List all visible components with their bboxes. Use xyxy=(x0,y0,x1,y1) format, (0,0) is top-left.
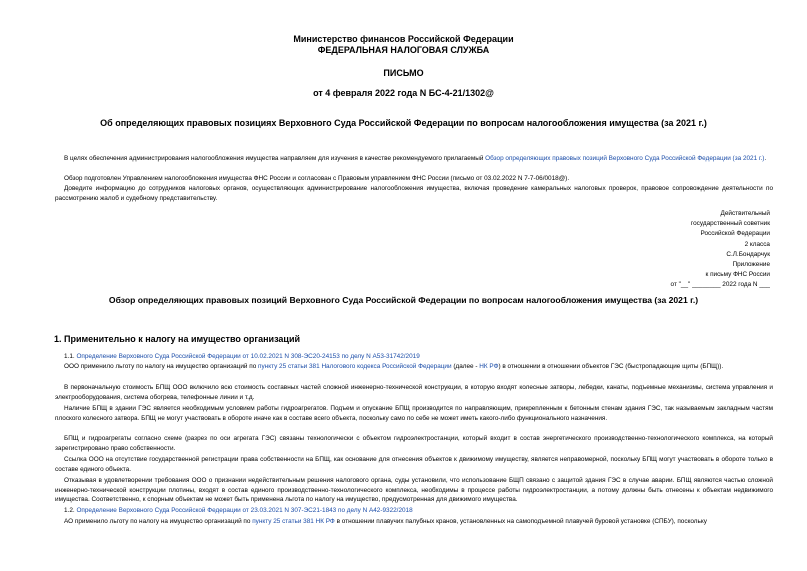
intro-paragraph-1 xyxy=(55,154,773,164)
service-name: ФЕДЕРАЛЬНАЯ НАЛОГОВАЯ СЛУЖБА xyxy=(317,45,490,55)
intro-text: В целях обеспечения администрирования налогообложения имущества направляем для изучения в качестве рекомендуемого прилагаемый xyxy=(64,155,486,162)
signature-block xyxy=(470,209,770,291)
signature-line: Действительный xyxy=(720,210,770,217)
signature-name: С.Л.Бондарчук xyxy=(726,250,770,258)
paragraph-text: ООО применило льготу по налогу на имущество организаций по xyxy=(64,363,259,370)
tax-code-link[interactable]: пункту 25 статьи 381 Налогового кодекса Российской Федерации xyxy=(258,363,452,370)
paragraph-text: в отношении плавучих палубных кранов, установленных на самоподъемной плавучей буровой установке (СПБУ), поскольку xyxy=(336,518,707,525)
paragraph-text: АО применило льготу по налогу на имущество организаций по xyxy=(64,518,253,525)
review-link[interactable]: Обзор определяющих правовых позиций Верховного Суда Российской Федерации (за 2021 г.) xyxy=(485,155,765,162)
document-subject: Об определяющих правовых позициях Верховного Суда Российской Федерации по вопросам налогообложения имущества (за 2021 г.) xyxy=(100,118,707,128)
item-prefix: 1.1. xyxy=(64,353,77,360)
section-title: 1. Применительно к налогу на имущество организаций xyxy=(54,334,301,344)
intro-paragraph-2: Обзор подготовлен Управлением налогообложения имущества ФНС России и согласован с Правовым управлением ФНС России (письмо от 03.02.2022 N 7-7-06/0018@). xyxy=(64,175,570,182)
signature-line: государственный советник xyxy=(690,220,770,228)
paragraph-6: Отказывая в удовлетворении требования ООО о признании недействительным решения налогового органа, суды установили, что использование БЩП связано с защитой здания ГЭС в случае аварии. БПЩ являются частью сложной инженерно-технической конструкции плотины, входят в состав единого производственно-технологического комплекса, необходимы в процессе работы гидроэлектростанции, а потому должны быть отнесены к объектам недвижимого имущества. Соответственно, к спорным объектам не может быть применена льгота по налогу на имущество, предусмотренная для движимого имущества. xyxy=(55,477,773,503)
item-1-1 xyxy=(55,352,773,362)
item-1-2 xyxy=(55,506,773,516)
review-title: Обзор определяющих правовых позиций Верховного Суда Российской Федерации по вопросам налогообложения имущества (за 2021 г.) xyxy=(108,295,699,305)
appendix-line: к письму ФНС России xyxy=(705,271,770,279)
ruling-link-2[interactable]: Определение Верховного Суда Российской Федерации от 23.03.2021 N 307-ЭС21-1843 по делу N А42-9322/2018 xyxy=(76,507,413,514)
document-type: ПИСЬМО xyxy=(383,68,424,78)
appendix-line: Приложение xyxy=(732,261,770,269)
paragraph-1 xyxy=(55,362,773,372)
appendix-line: от "__" ________ 2022 года N ___ xyxy=(670,281,770,289)
paragraph-2: В первоначальную стоимость БПЩ ООО включило всю стоимость составных частей сложной инженерно-технической конструкции, в которую входят колесные затворы, лебедки, канаты, подъемные механизмы, система управления и электрооборудования, система обогрева, телефонные линии и т.д. xyxy=(55,384,773,401)
intro-paragraph-3: Доведите информацию до сотрудников налоговых органов, осуществляющих администрирование налогообложения имущества, включая проведение камеральных налоговых проверок, правовое сопровождение деятельности по рассмотрению жалоб и судебному представительству. xyxy=(55,185,773,202)
paragraph-text: (далее - xyxy=(451,363,480,370)
paragraph-text: ) в отношении в отношении объектов ГЭС (быстропадающие щиты (БПЩ)). xyxy=(498,363,724,370)
paragraph-4: БПЩ и гидроагрегаты согласно схеме (разрез по оси агрегата ГЭС) связаны технологически с объектом гидроэлектростанции, который входит в состав энергетического производственно-технологического комплекса, на который зарегистрировано право собственности. xyxy=(55,435,773,452)
paragraph-5: Ссылка ООО на отсутствие государственной регистрации права собственности на БПЩ, как основание для отнесения объектов к движимому имуществу, является неправомерной, поскольку БПЩ могут участвовать в обороте только в составе единого объекта. xyxy=(55,456,773,473)
document-date-number: от 4 февраля 2022 года N БС-4-21/1302@ xyxy=(313,88,494,98)
ruling-link-1[interactable]: Определение Верховного Суда Российской Федерации от 10.02.2021 N 308-ЭС20-24153 по делу N А53-31742/2019 xyxy=(76,353,420,360)
nk-rf-link[interactable]: НК РФ xyxy=(479,363,499,370)
signature-line: 2 класса xyxy=(744,240,770,248)
item-prefix: 1.2. xyxy=(64,507,77,514)
ministry-name: Министерство финансов Российской Федерации xyxy=(293,34,514,44)
intro-end: . xyxy=(764,155,767,162)
paragraph-7 xyxy=(55,517,773,527)
paragraph-3: Наличие БПЩ в здании ГЭС является необходимым условием работы гидроагрегатов. Подъем и опускание БПЩ производится по направляющим, прикрепленным к бетонным стенам здания ГЭС, так называемым закладным частям плоского колесного затвора. БПЩ не могут участвовать в обороте иначе как в составе всего объекта, поскольку само по себе не может иметь какого-либо функционального назначения. xyxy=(55,405,773,422)
signature-line: Российской Федерации xyxy=(700,230,770,238)
article-381-link[interactable]: пункту 25 статьи 381 НК РФ xyxy=(252,518,335,525)
